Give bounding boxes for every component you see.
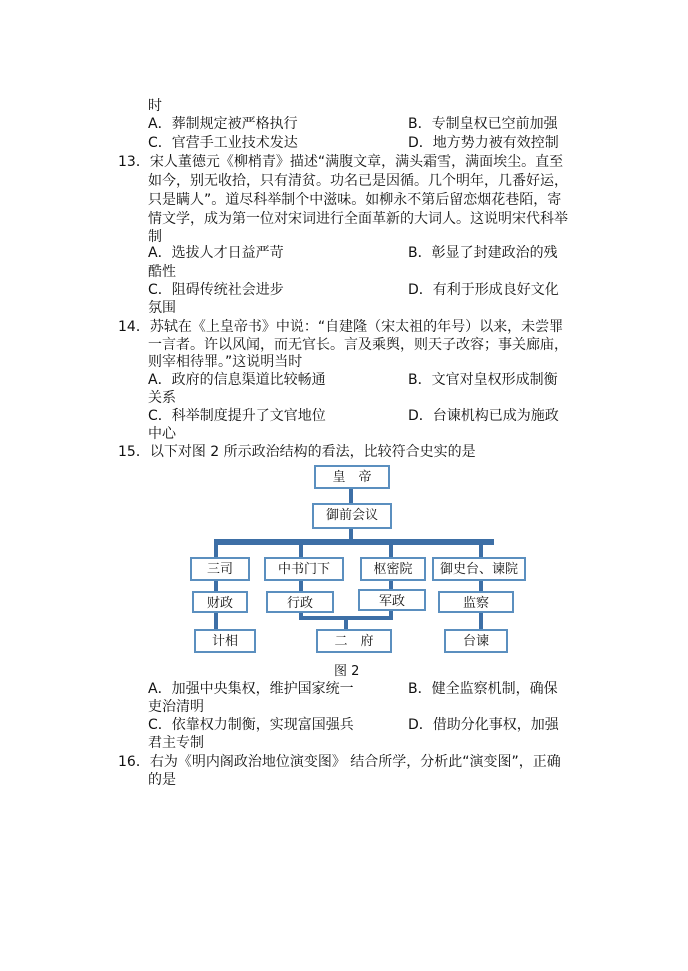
q14-stem-line: 则宰相待罪。”这说明当时 (148, 354, 303, 370)
node-military: 军政 (358, 589, 426, 611)
q13-stem-line: 13．宋人董德元《柳梢青》描述“满腹文章，满头霜雪，满面埃尘。直至 (118, 154, 564, 170)
node-yushitai-jianyuan: 御史台、谏院 (432, 557, 526, 581)
q16-stem-line: 16．右为《明内阁政治地位演变图》 结合所学，分析此“演变图”，正确 (118, 754, 561, 770)
song-political-structure-diagram (186, 461, 516, 661)
q15-option-a: A．加强中央集权，维护国家统一 (148, 681, 354, 697)
q14-option-b-wrap: 关系 (148, 390, 176, 406)
node-finance: 财政 (192, 591, 248, 613)
connector-line (214, 539, 494, 545)
node-zhongshu-menxia: 中书门下 (264, 557, 344, 581)
q12-continuation: 时 (148, 98, 162, 114)
connector-line (389, 541, 393, 557)
q12-option-d: D．地方势力被有效控制 (408, 135, 559, 151)
q13-stem-line: 情文学，成为第一位对宋词进行全面革新的大词人。这说明宋代科举 (148, 211, 568, 227)
node-imperial-council: 御前会议 (312, 503, 392, 529)
connector-line (344, 616, 348, 630)
q14-option-d-wrap: 中心 (148, 426, 176, 442)
q14-option-a: A．政府的信息渠道比较畅通 (148, 372, 326, 388)
q14-option-c: C．科举制度提升了文官地位 (148, 408, 326, 424)
q13-option-b: B．彰显了封建政治的残 (408, 245, 558, 261)
q12-option-a: A．葬制规定被严格执行 (148, 116, 298, 132)
q13-option-a: A．选拔人才日益严苛 (148, 245, 284, 261)
q15-option-d: D．借助分化事权，加强 (408, 717, 559, 733)
q15-option-d-wrap: 君主专制 (148, 735, 204, 751)
q12-option-b: B．专制皇权已空前加强 (408, 116, 558, 132)
node-jixiang: 计相 (194, 629, 256, 653)
q13-option-d-wrap: 氛围 (148, 300, 176, 316)
q15-option-c: C．依靠权力制衡，实现富国强兵 (148, 717, 354, 733)
q15-option-b-wrap: 吏治清明 (148, 699, 204, 715)
q13-stem-line: 制 (148, 229, 162, 245)
q13-option-b-wrap: 酷性 (148, 264, 176, 280)
node-emperor: 皇 帝 (314, 465, 390, 489)
connector-line (479, 541, 483, 557)
connector-line (214, 613, 218, 629)
q13-stem-line: 只是瞒人”。道尽科举制个中滋味。如柳永不第后留恋烟花巷陌，寄 (148, 192, 562, 208)
q16-stem-line: 的是 (148, 772, 176, 788)
node-administration: 行政 (266, 591, 334, 613)
q14-stem-line: 14．苏轼在《上皇帝书》中说：“自建隆（宋太祖的年号）以来，未尝罪 (118, 319, 564, 335)
node-shumiyuan: 枢密院 (360, 557, 426, 581)
q12-option-c: C．官营手工业技术发达 (148, 135, 298, 151)
figure-caption: 图 2 (334, 664, 360, 679)
connector-line (299, 541, 303, 557)
node-supervision: 监察 (438, 591, 514, 613)
q15-stem-line: 15．以下对图 2 所示政治结构的看法，比较符合史实的是 (118, 444, 476, 460)
connector-line (214, 541, 218, 557)
node-sansi: 三司 (190, 557, 250, 581)
q15-option-b: B．健全监察机制，确保 (408, 681, 558, 697)
connector-line (299, 581, 303, 591)
q14-stem-line: 一言者。许以风闻，而无官长。言及乘舆，则天子改容；事关廊庙， (148, 337, 568, 353)
q13-option-c: C．阻碍传统社会进步 (148, 282, 284, 298)
q13-option-d: D．有利于形成良好文化 (408, 282, 559, 298)
connector-line (349, 487, 353, 503)
node-erfu: 二 府 (316, 629, 392, 653)
q13-stem-line: 如今，别无收拾，只有清贫。功名已是因循。几个明年，几番好运， (148, 173, 568, 189)
node-taijian: 台谏 (444, 629, 508, 653)
connector-line (214, 581, 218, 591)
q14-option-b: B．文官对皇权形成制衡 (408, 372, 558, 388)
q14-option-d: D．台谏机构已成为施政 (408, 408, 559, 424)
connector-line (479, 581, 483, 591)
